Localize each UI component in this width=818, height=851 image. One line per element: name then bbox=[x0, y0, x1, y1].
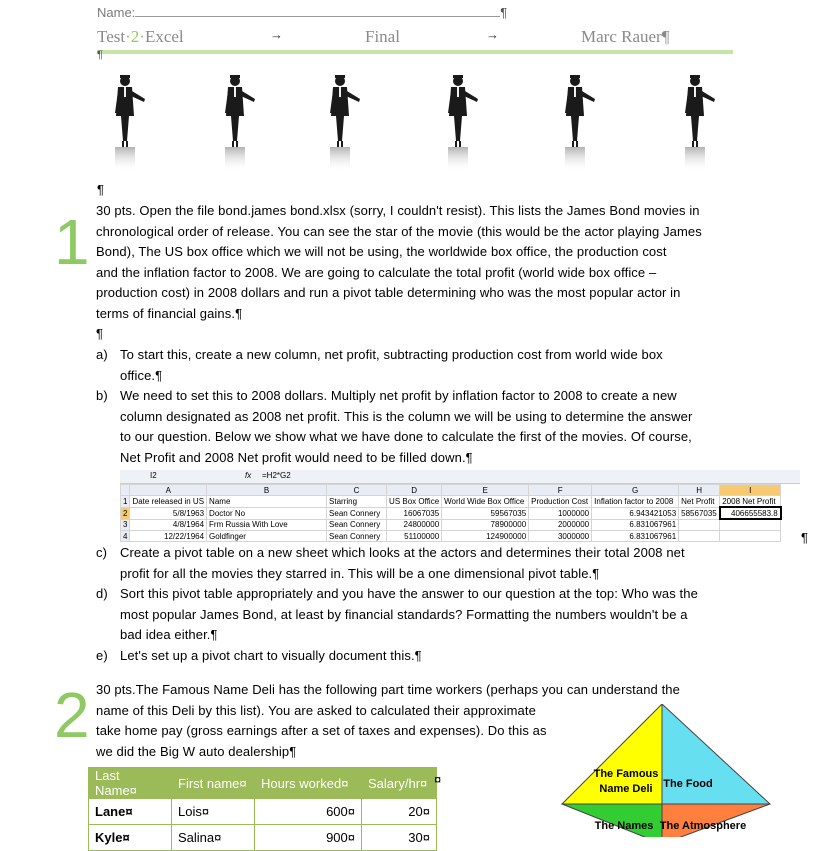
item-label: c) bbox=[96, 545, 108, 560]
table-row: 3 4/8/1964 Frm Russia With Love Sean Connery 24800000 78900000 2000000 6.831067961 bbox=[121, 519, 781, 531]
q2-line: 30 pts.The Famous Name Deli has the following part time workers (perhaps you can understand the bbox=[96, 682, 680, 697]
pilcrow: ¶ bbox=[97, 182, 105, 197]
question-number-1: 1 bbox=[54, 206, 90, 278]
deli-diamond-graphic bbox=[560, 704, 772, 837]
table-row: 4 12/22/1964 Goldfinger Sean Connery 51100000 124900000 3000000 6.831067961 bbox=[121, 531, 781, 542]
q2-line: we did the Big W auto dealership¶ bbox=[96, 743, 297, 759]
q1-intro-line: 30 pts. Open the file bond.james bond.xlsx (sorry, I couldn't resist). This lists the James Bond movies in bbox=[96, 203, 700, 218]
formula-text: =H2*G2 bbox=[262, 471, 291, 480]
q1-item-e: e) Let's set up a pivot chart to visually document this.¶ bbox=[96, 646, 726, 667]
q1-item-c: c) Create a pivot table on a new sheet which looks at the actors and determines their total 2008 net profit for all the movies they starred in. This will be a one dimensional pivot table.¶ bbox=[96, 545, 685, 581]
pilcrow: ¶ bbox=[96, 326, 104, 341]
column-letters: A B C D E F G H I bbox=[121, 485, 781, 496]
header-arrow-2: → bbox=[486, 27, 499, 42]
q1-item-d: d) Sort this pivot table appropriately and you have the answer to our question at the top: Who was the most popular James Bond, at least by financial standards? Formatting the numbers wouldn't be a bad idea either.¶ bbox=[96, 586, 698, 642]
silhouette-figure-icon bbox=[100, 68, 720, 173]
item-label: e) bbox=[96, 648, 108, 663]
item-label: a) bbox=[96, 347, 108, 362]
q1-intro-line: and the inflation factor to 2008. We are going to calculate the total profit (world wide box office – bbox=[96, 264, 657, 280]
table-row: 1 Date released in US Name Starring US Box Office World Wide Box Office Production Cost Inflation factor to 2008 Net Profit 2008 Net Profit bbox=[121, 496, 781, 508]
name-label: Name: bbox=[97, 5, 136, 20]
q1-intro-line: production cost) in 2008 dollars and run a pivot table determining who was the most popular actor in bbox=[96, 285, 681, 300]
pilcrow: ¶ bbox=[97, 49, 103, 61]
table-header-row: Last Name¤ First name¤ Hours worked¤ Salary/hr¤ bbox=[89, 768, 437, 799]
header-rule bbox=[97, 50, 733, 54]
header-final: Final bbox=[365, 27, 400, 46]
name-field: Name: ¶ bbox=[97, 5, 508, 20]
table-row: Kyle¤ Salina¤ 900¤ 30¤ bbox=[89, 825, 437, 851]
q1-intro-line: chronological order of release. You can see the star of the movie (this would be the actor playing James bbox=[96, 223, 702, 239]
diamond-label: The Atmosphere bbox=[659, 820, 747, 832]
table-row: Lane¤ Lois¤ 600¤ 20¤ bbox=[89, 799, 437, 825]
diamond-label: The Food bbox=[663, 778, 713, 790]
pilcrow: ¶ bbox=[801, 530, 809, 545]
table-end-mark: ¤ bbox=[434, 772, 442, 787]
question-number-2: 2 bbox=[54, 679, 90, 751]
q1-intro bbox=[96, 201, 726, 345]
diamond-label: The Famous bbox=[593, 768, 659, 780]
q2-line: name of this Deli by this list). You are asked to calculated their approximate bbox=[96, 702, 536, 718]
header-arrow-1: → bbox=[270, 27, 283, 42]
excel-screenshot bbox=[120, 470, 800, 542]
q1-item-b: b) We need to set this to 2008 dollars. Multiply net profit by inflation factor to 2008 to create a new column designated as 2008 net profit. This is the column we will be using to determine the answer to our question. Below we show what we have done to calculate the first of the movies. Of course, Net Profit and 2008 Net profit would need to be filled down.¶ bbox=[96, 388, 693, 465]
q1-intro-line: terms of financial gains.¶ bbox=[96, 305, 243, 321]
selected-cell[interactable]: 406655583.8 bbox=[720, 507, 781, 519]
diamond-label: The Names bbox=[594, 820, 654, 832]
q1-intro-line: Bond), The US box office which we will not be using, the worldwide box office, the production cost bbox=[96, 244, 667, 259]
excel-grid bbox=[120, 484, 782, 542]
q2-line: take home pay (gross earnings after a set of taxes and expenses). Do this as bbox=[96, 723, 547, 738]
bond-figures bbox=[100, 68, 720, 173]
table-row: 2 5/8/1963 Doctor No Sean Connery 16067035 59567035 1000000 6.943421053 58567035 406655583.8 bbox=[121, 507, 781, 519]
q1-item-a: a) To start this, create a new column, net profit, subtracting production cost from world wide box office.¶ bbox=[96, 347, 663, 383]
cell-reference: I2 bbox=[150, 471, 157, 480]
formula-bar bbox=[120, 470, 800, 484]
workers-table bbox=[88, 767, 437, 851]
diamond-label: Name Deli bbox=[599, 783, 653, 795]
header-author: Marc Rauer¶ bbox=[581, 27, 670, 46]
item-label: b) bbox=[96, 388, 108, 403]
header-test: Test·2·Excel bbox=[97, 27, 184, 46]
fx-icon: fx bbox=[245, 471, 252, 480]
item-label: d) bbox=[96, 586, 108, 601]
